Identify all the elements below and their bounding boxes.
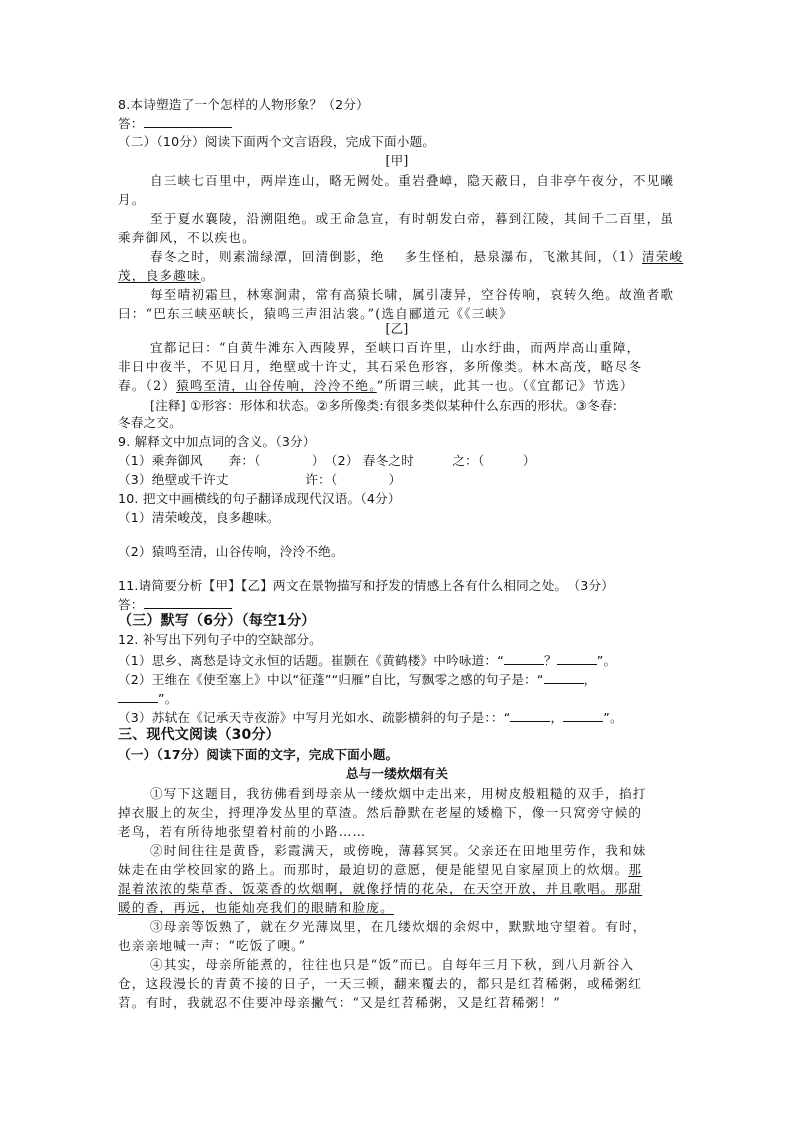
article-line: 掉衣服上的灰尘，捋理净发丛里的草渣。然后静默在老屋的矮檐下，像一只窝旁守候的 xyxy=(118,805,643,820)
fill-blank[interactable] xyxy=(504,650,544,665)
answer-label: 答： xyxy=(118,597,144,612)
notes: [注释] ①形容：形体和状态。②多所像类:有很多类似某种什么东西的形状。③冬春: xyxy=(150,398,618,413)
article-line: 仓，这段漫长的青黄不接的日子，一天三顿，翻来覆去的，都只是红苕稀粥，或稀粥红 xyxy=(118,976,643,991)
jia-line: 乘奔御风，不以疾也。 xyxy=(118,230,256,245)
answer-line-11 xyxy=(118,594,232,614)
jia-line: 曰：“巴东三峡巫峡长，猿鸣三声泪沾裳。”(选自郦道元《《三峡》 xyxy=(118,306,514,321)
fill-blank[interactable] xyxy=(563,707,603,722)
question-10-sentence: （2）猿鸣至清，山谷传响，泠泠不绝。 xyxy=(118,544,344,559)
article-line xyxy=(118,899,394,917)
yi-line: 春。（2）猿鸣至清，山谷传响，泠泠不绝。”所谓三峡，此其一也。（《宜都记》节选） xyxy=(118,378,634,393)
underlined-passage: 暖的香，再远，也能灿亮我们的眼睛和脸庞。 xyxy=(118,900,394,915)
fill-blank[interactable] xyxy=(510,707,550,722)
underlined-sentence-1a: 清荣峻 xyxy=(641,249,684,264)
part2-header: （二）（10分）阅读下面两个文言语段，完成下面小题。 xyxy=(118,134,436,149)
question-12: 12. 补写出下列句子中的空缺部分。 xyxy=(118,632,322,647)
underlined-sentence-1b: 茂，良多趣味 xyxy=(118,268,201,283)
question-11: 11.请简要分析【甲】【乙】两文在景物描写和抒发的情感上各有什么相同之处。 （3分） xyxy=(118,578,615,593)
jia-label: [甲] xyxy=(385,153,409,168)
jia-line: 茂，良多趣味。 xyxy=(118,268,215,283)
fill-blank[interactable] xyxy=(557,650,597,665)
jia-line: 月。 xyxy=(118,192,146,207)
jia-line: 至于夏水襄陵，沿溯阻绝。或王命急宣，有时朝发白帝，暮到江陵，其间千二百里，虽 xyxy=(150,211,675,226)
yi-line: 非日中夜半，不见日月，绝壁或十许丈，其石采色形容，多所像类。林木高茂，略尽冬 xyxy=(118,359,643,374)
article-title: 总与一缕炊烟有关 xyxy=(345,766,449,781)
question-9-row: （1）乘奔御风 奔：（ ） （2） 春冬之时 之：（ ） xyxy=(118,453,536,468)
jia-line: 春冬之时，则素湍绿潭，回清倒影，绝 多生怪柏，悬泉瀑布，飞漱其间，（1）清荣峻 xyxy=(150,249,684,264)
dictation-line-2-cont: ”。 xyxy=(118,688,178,708)
section3-subheader: （一）（17分）阅读下面的文字，完成下面小题。 xyxy=(118,747,399,762)
section3-header: 三、现代文阅读（30分） xyxy=(118,727,280,743)
notes: 冬春之交。 xyxy=(118,415,182,430)
underlined-passage: 那 xyxy=(628,862,643,877)
question-10-sentence: （1）清荣峻茂，良多趣味。 xyxy=(118,510,280,525)
yi-label: [乙] xyxy=(385,321,409,336)
article-line: ①写下这题目，我彷佛看到母亲从一缕炊烟中走出来，用树皮般粗糙的双手，掐打 xyxy=(150,786,647,801)
yi-line: 宜都记曰：“自黄牛滩东入西陵界，至峡口百许里，山水纡曲，而两岸高山重障， xyxy=(150,340,641,355)
article-line: ③母亲等饭熟了，就在夕光薄岚里，在几缕炊烟的余烬中，默默地守望着。有时， xyxy=(150,919,647,934)
jia-line: 每至晴初霜旦，林寒涧肃，常有高猿长啸，属引凄异，空谷传响，哀转久绝。故渔者歌 xyxy=(150,287,675,302)
dictation-line-1: （1）思乡、离愁是诗文永恒的话题。崔颢在《黄鹤楼》中吟咏道：“ ？ ”。 xyxy=(118,650,616,670)
part3-header: （三）默写（6分）（每空1分） xyxy=(118,613,316,629)
question-8: 8.本诗塑造了一个怎样的人物形象？（2分） xyxy=(118,97,369,112)
answer-blank[interactable] xyxy=(144,113,232,128)
answer-blank[interactable] xyxy=(144,594,232,609)
underlined-passage: 混着浓浓的柴草香、饭菜香的炊烟啊，就像抒情的花朵，在天空开放，并且歌唱。那甜 xyxy=(118,881,643,896)
article-line: 妹走在由学校回家的路上。而那时，最迫切的意愿，便是能望见自家屋顶上的炊烟。那 xyxy=(118,862,643,877)
answer-line-8 xyxy=(118,113,232,133)
fill-blank[interactable] xyxy=(544,669,584,684)
dictation-line-3: （3）苏轼在《记承天寺夜游》中写月光如水、疏影横斜的句子是：：“ ， ”。 xyxy=(118,707,623,727)
article-line: ④其实，母亲所能煮的，往往也只是“饭”而已。自每年三月下秋，到八月新谷入 xyxy=(150,957,635,972)
dictation-line-2: （2）王维在《使至塞上》中以“征蓬”“归雁”自比，写飘零之感的句子是：“ ， xyxy=(118,669,596,689)
question-10: 10. 把文中画横线的句子翻译成现代汉语。（4分） xyxy=(118,491,401,506)
article-line: ②时间往往是黄昏，彩霞满天，或傍晚，薄暮冥冥。父亲还在田地里劳作，我和妹 xyxy=(150,843,647,858)
question-9-row: （3）绝壁或千许丈 许：（ ） xyxy=(118,472,402,487)
underlined-sentence-2: 猿鸣至清，山谷传响，泠泠不绝。 xyxy=(176,378,377,393)
jia-line: 自三峡七百里中，两岸连山，略无阙处。重岩叠嶂，隐天蔽日，自非亭午夜分，不见曦 xyxy=(150,173,675,188)
fill-blank[interactable] xyxy=(118,688,158,703)
article-line: 老鸟，若有所待地张望着村前的小路…… xyxy=(118,824,367,839)
article-line: 也亲亲地喊一声：“吃饭了噢。” xyxy=(118,938,307,953)
question-9: 9. 解释文中加点词的含义。（3分） xyxy=(118,434,316,449)
article-line: 苕。有时，我就忍不住要冲母亲撇气：“又是红苕稀粥，又是红苕稀粥！” xyxy=(118,995,561,1010)
answer-label: 答： xyxy=(118,116,144,131)
